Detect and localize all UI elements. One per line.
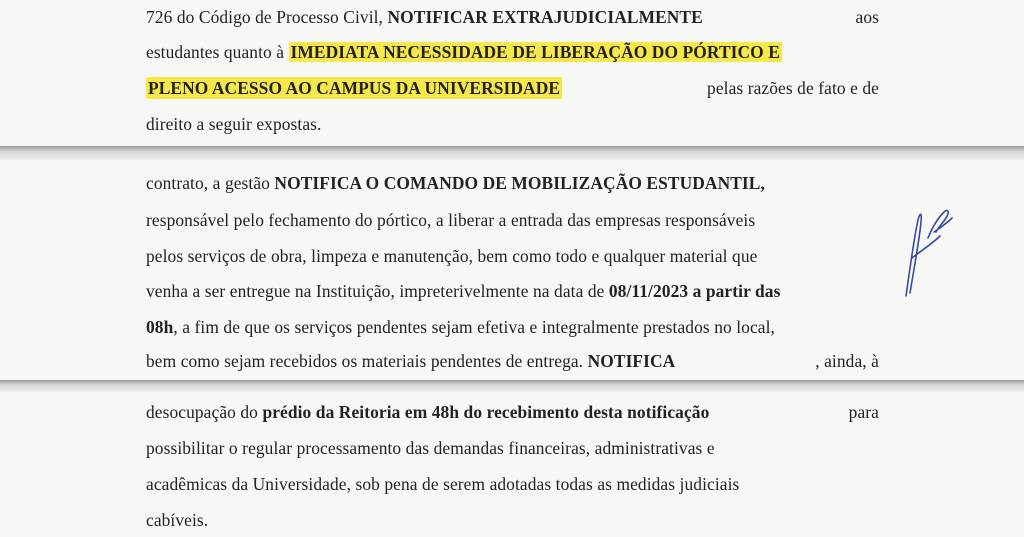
handwritten-signature [888,198,958,308]
bold-text: prédio da Reitoria em 48h do recebimento desta notificação [262,402,710,422]
document-fragment-bottom [0,392,1024,537]
text-line: possibilitar o regular processamento das demandas financeiras, administrativas e [146,438,715,458]
document-fragment-middle [0,160,1024,382]
page-fold-seam [0,380,1024,392]
highlighted-text: PLENO ACESSO AO CAMPUS DA UNIVERSIDADE [148,78,561,98]
text-line: estudantes quanto à IMEDIATA NECESSIDADE DE LIBERAÇÃO DO PÓRTICO E [146,42,780,62]
text-line: desocupação do prédio da Reitoria em 48h do recebimento desta notificação para [146,402,879,422]
bold-text: 08h [146,317,174,337]
text-line: responsável pelo fechamento do pórtico, a liberar a entrada das empresas responsáveis [146,210,756,230]
bold-text: NOTIFICA O COMANDO DE MOBILIZAÇÃO ESTUDANTIL, [274,173,765,193]
text-line: bem como sejam recebidos os materiais pendentes de entrega. NOTIFICA , ainda, à [146,351,879,371]
text-line: 726 do Código de Processo Civil, NOTIFICAR EXTRAJUDICIALMENTE aos [146,7,879,27]
bold-text: 08/11/2023 a partir das [608,281,781,301]
text-line: cabíveis. [146,510,209,530]
text-line: venha a ser entregue na Instituição, impreterivelmente na data de 08/11/2023 a partir das [146,281,781,301]
text-line: PLENO ACESSO AO CAMPUS DA UNIVERSIDADE pelas razões de fato e de [148,78,879,98]
bold-text: NOTIFICA [587,351,676,371]
page-fold-seam [0,146,1024,160]
text-line: acadêmicas da Universidade, sob pena de serem adotadas todas as medidas judiciais [146,474,740,494]
bold-text: NOTIFICAR EXTRAJUDICIALMENTE [387,7,703,27]
text-line: direito a seguir expostas. [146,114,322,134]
highlighted-text: IMEDIATA NECESSIDADE DE LIBERAÇÃO DO PÓRTICO E [290,42,780,62]
text-line: contrato, a gestão NOTIFICA O COMANDO DE MOBILIZAÇÃO ESTUDANTIL, [146,173,765,193]
text-line: 08h, a fim de que os serviços pendentes sejam efetiva e integralmente prestados no local, [146,317,775,337]
document-fragment-top [0,0,1024,148]
text-line: pelos serviços de obra, limpeza e manutenção, bem como todo e qualquer material que [146,246,758,266]
